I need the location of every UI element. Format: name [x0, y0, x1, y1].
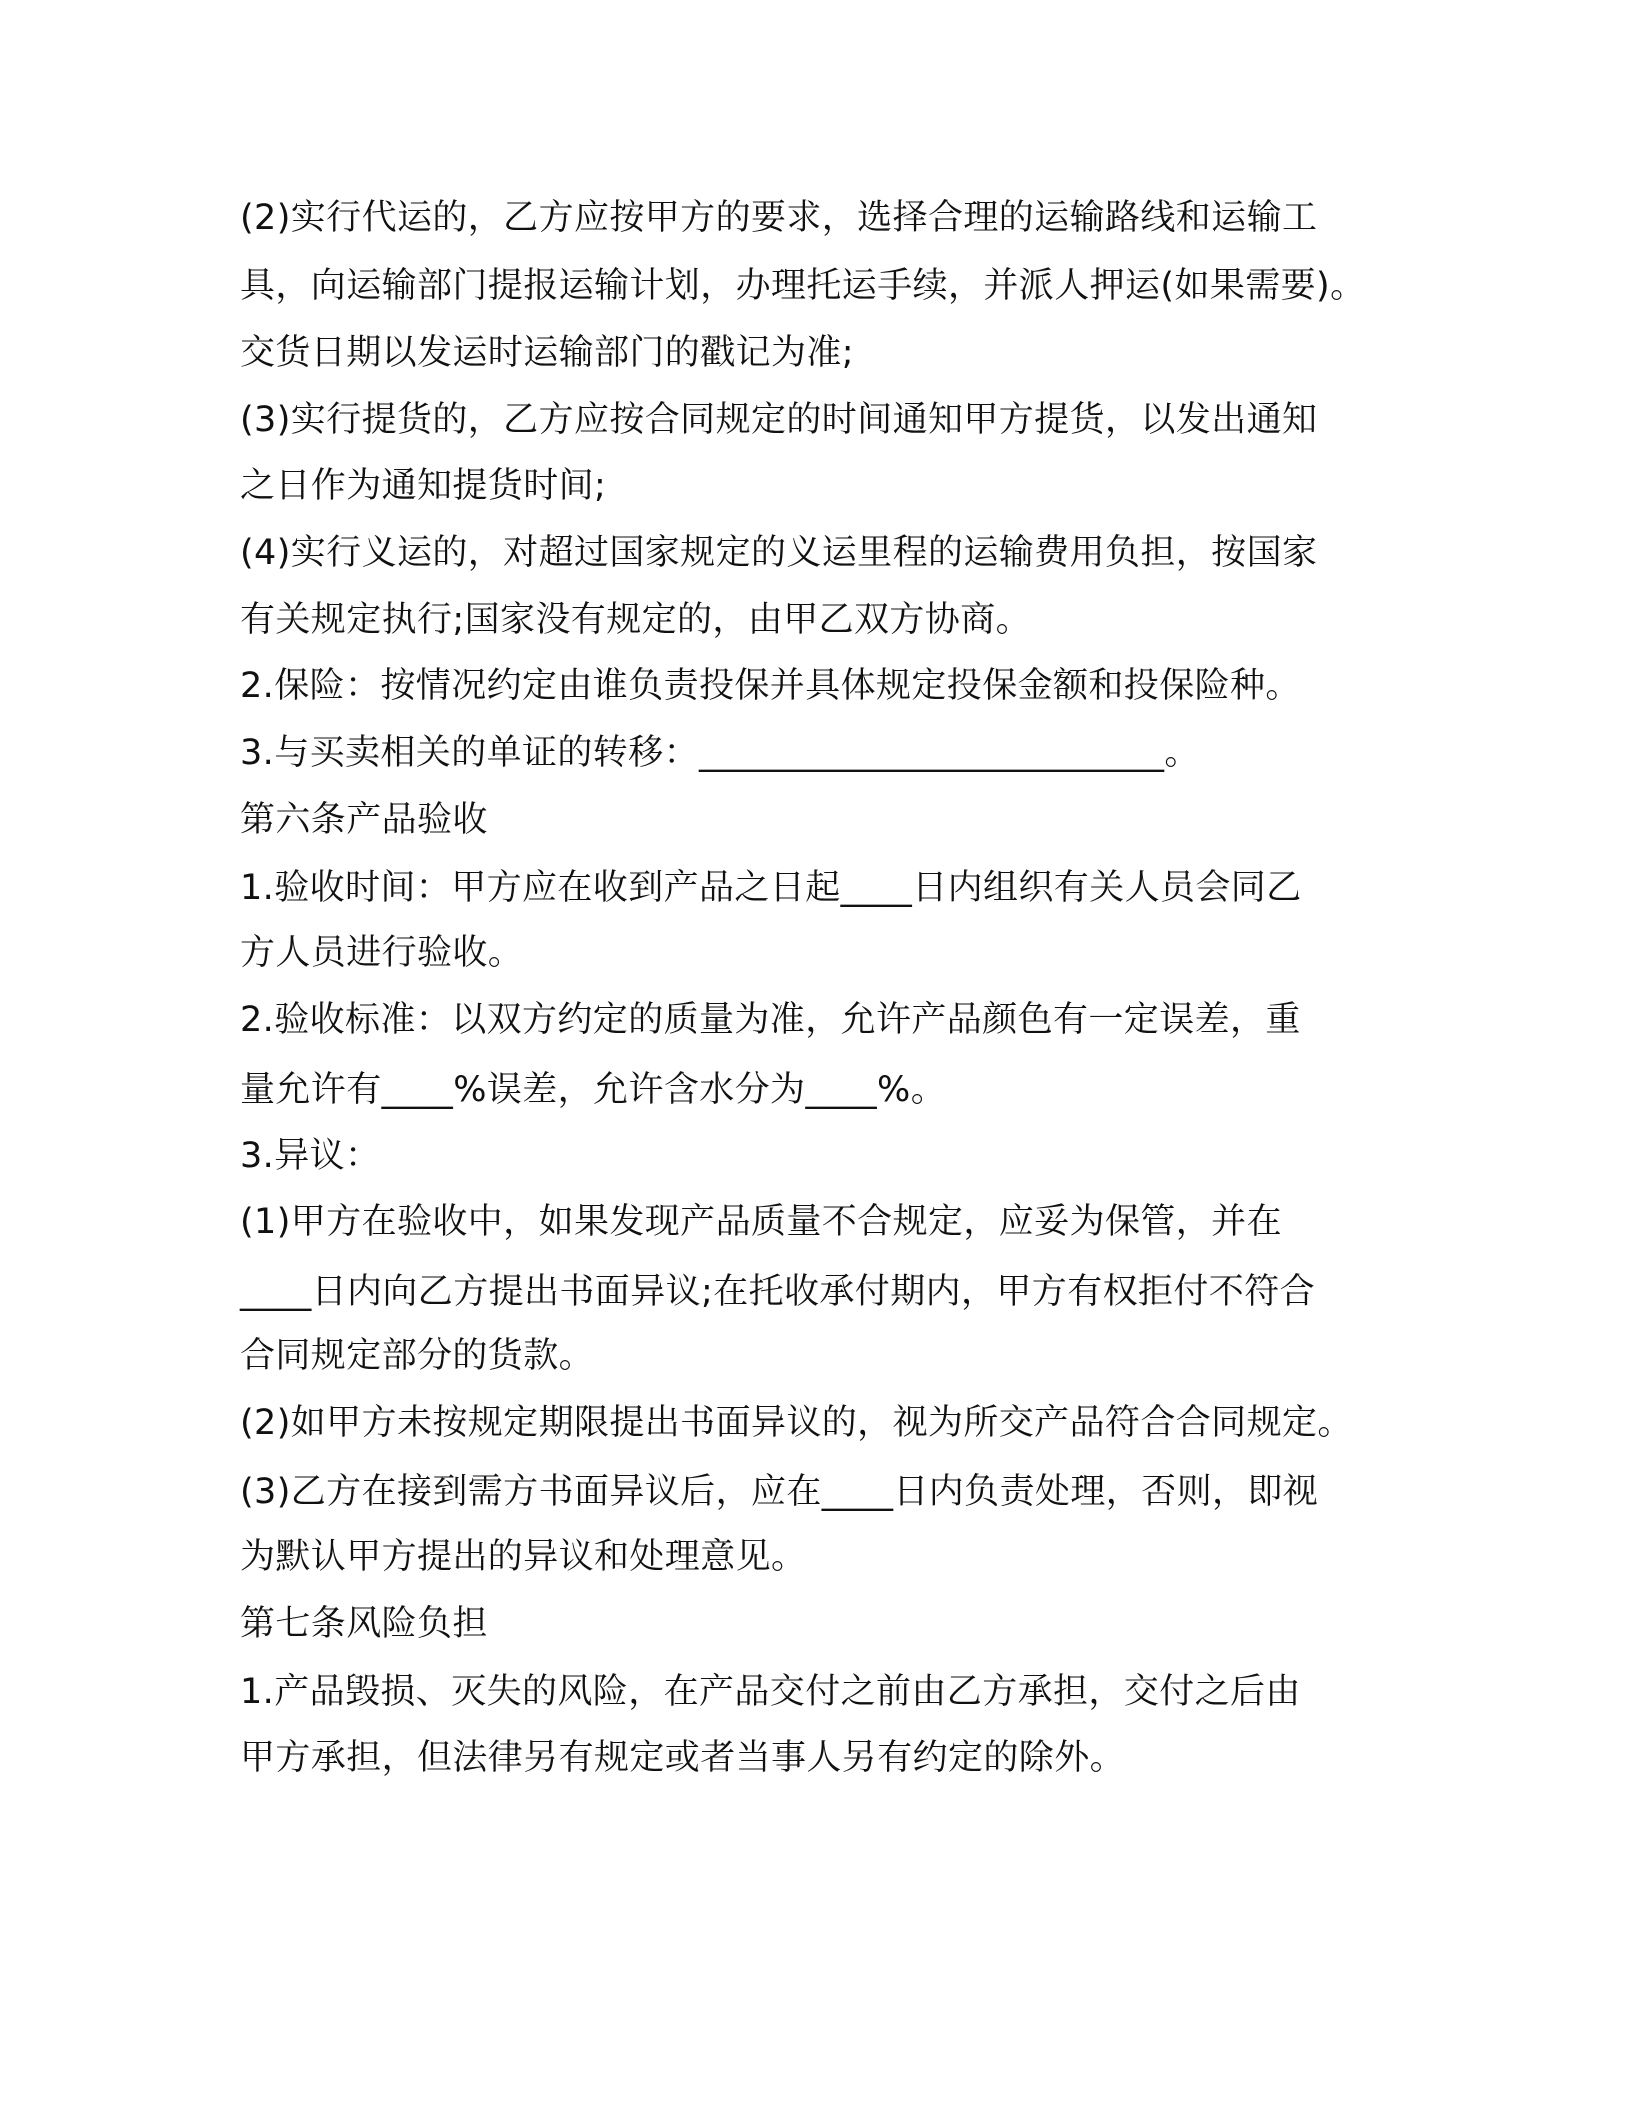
text-line: (3)实行提货的，乙方应按合同规定的时间通知甲方提货，以发出通知 [240, 400, 1318, 440]
text-line: 之日作为通知提货时间; [240, 466, 607, 506]
text-line: (2)如甲方未按规定期限提出书面异议的，视为所交产品符合合同规定。 [240, 1403, 1353, 1443]
text-line: 具，向运输部门提报运输计划，办理托运手续，并派人押运(如果需要)。 [240, 266, 1366, 306]
section-heading: 第七条风险负担 [240, 1604, 488, 1644]
section-heading: 第六条产品验收 [240, 800, 488, 840]
text-line: 交货日期以发运时运输部门的戳记为准; [240, 333, 854, 373]
text-line: 甲方承担，但法律另有规定或者当事人另有约定的除外。 [240, 1738, 1126, 1778]
text-line: (2)实行代运的，乙方应按甲方的要求，选择合理的运输路线和运输工 [240, 198, 1318, 238]
text-line: (1)甲方在验收中，如果发现产品质量不合规定，应妥为保管，并在 [240, 1202, 1282, 1242]
text-line: 3.与买卖相关的单证的转移：__________________________。 [240, 733, 1200, 773]
text-line: 2.保险：按情况约定由谁负责投保并具体规定投保金额和投保险种。 [240, 666, 1301, 706]
text-line: 合同规定部分的货款。 [240, 1336, 595, 1376]
text-line: (3)乙方在接到需方书面异议后，应在____日内负责处理，否则，即视 [240, 1472, 1319, 1512]
text-line: 1.产品毁损、灭失的风险，在产品交付之前由乙方承担，交付之后由 [240, 1672, 1301, 1712]
text-line: 3.异议： [240, 1136, 381, 1176]
text-line: 2.验收标准：以双方约定的质量为准，允许产品颜色有一定误差，重 [240, 1000, 1301, 1040]
text-line: 有关规定执行;国家没有规定的，由甲乙双方协商。 [240, 600, 1031, 640]
text-line: 1.验收时间：甲方应在收到产品之日起____日内组织有关人员会同乙 [240, 868, 1302, 908]
text-line: 量允许有____%误差，允许含水分为____%。 [240, 1070, 947, 1110]
text-line: (4)实行义运的，对超过国家规定的义运里程的运输费用负担，按国家 [240, 533, 1318, 573]
text-line: 为默认甲方提出的异议和处理意见。 [240, 1537, 807, 1577]
text-line: ____日内向乙方提出书面异议;在托收承付期内，甲方有权拒付不符合 [240, 1272, 1315, 1312]
text-line: 方人员进行验收。 [240, 933, 524, 973]
